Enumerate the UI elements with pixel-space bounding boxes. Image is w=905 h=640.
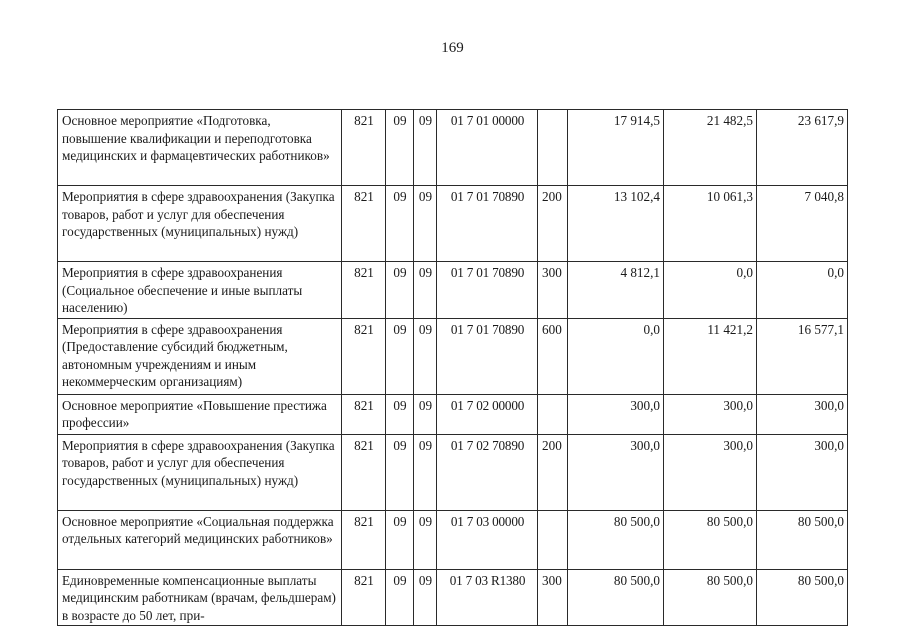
expense-type-code: 300 bbox=[538, 569, 568, 626]
subsection-code: 09 bbox=[414, 569, 437, 626]
table-row bbox=[58, 262, 848, 319]
table-row bbox=[58, 510, 848, 569]
ministry-code: 821 bbox=[342, 318, 386, 394]
amount-year-1: 13 102,4 bbox=[568, 186, 664, 262]
amount-year-2: 300,0 bbox=[664, 394, 757, 434]
budget-table bbox=[57, 109, 848, 626]
amount-year-2: 0,0 bbox=[664, 262, 757, 319]
subsection-code: 09 bbox=[414, 318, 437, 394]
row-name: Основное мероприятие «Подготовка, повышение квалификации и переподготовка медицинских и фармацевтических работников» bbox=[58, 110, 342, 186]
amount-year-3: 23 617,9 bbox=[757, 110, 848, 186]
row-name: Единовременные компенсационные выплаты медицинским работникам (врачам, фельдшерам) в возрасте до 50 лет, при- bbox=[58, 569, 342, 626]
amount-year-3: 300,0 bbox=[757, 434, 848, 510]
expense-type-code: 600 bbox=[538, 318, 568, 394]
amount-year-3: 300,0 bbox=[757, 394, 848, 434]
expense-type-code bbox=[538, 394, 568, 434]
subsection-code: 09 bbox=[414, 262, 437, 319]
section-code: 09 bbox=[386, 110, 414, 186]
expense-type-code bbox=[538, 510, 568, 569]
target-article-code: 01 7 01 70890 bbox=[437, 262, 538, 319]
ministry-code: 821 bbox=[342, 569, 386, 626]
table-row bbox=[58, 186, 848, 262]
row-name: Мероприятия в сфере здравоохранения (Социальное обеспечение и иные выплаты населению) bbox=[58, 262, 342, 319]
expense-type-code: 200 bbox=[538, 186, 568, 262]
section-code: 09 bbox=[386, 510, 414, 569]
section-code: 09 bbox=[386, 262, 414, 319]
ministry-code: 821 bbox=[342, 110, 386, 186]
amount-year-3: 7 040,8 bbox=[757, 186, 848, 262]
amount-year-2: 80 500,0 bbox=[664, 569, 757, 626]
row-name: Мероприятия в сфере здравоохранения (Закупка товаров, работ и услуг для обеспечения государственных (муниципальных) нужд) bbox=[58, 434, 342, 510]
table-row bbox=[58, 394, 848, 434]
amount-year-1: 300,0 bbox=[568, 434, 664, 510]
target-article-code: 01 7 01 70890 bbox=[437, 318, 538, 394]
expense-type-code: 200 bbox=[538, 434, 568, 510]
amount-year-2: 10 061,3 bbox=[664, 186, 757, 262]
target-article-code: 01 7 03 R1380 bbox=[437, 569, 538, 626]
subsection-code: 09 bbox=[414, 186, 437, 262]
subsection-code: 09 bbox=[414, 394, 437, 434]
amount-year-3: 0,0 bbox=[757, 262, 848, 319]
page-number: 169 bbox=[441, 40, 464, 56]
target-article-code: 01 7 02 70890 bbox=[437, 434, 538, 510]
ministry-code: 821 bbox=[342, 262, 386, 319]
section-code: 09 bbox=[386, 186, 414, 262]
ministry-code: 821 bbox=[342, 510, 386, 569]
amount-year-1: 4 812,1 bbox=[568, 262, 664, 319]
amount-year-2: 21 482,5 bbox=[664, 110, 757, 186]
amount-year-3: 80 500,0 bbox=[757, 569, 848, 626]
table-row bbox=[58, 569, 848, 626]
target-article-code: 01 7 01 70890 bbox=[437, 186, 538, 262]
section-code: 09 bbox=[386, 394, 414, 434]
amount-year-2: 300,0 bbox=[664, 434, 757, 510]
amount-year-2: 11 421,2 bbox=[664, 318, 757, 394]
expense-type-code bbox=[538, 110, 568, 186]
table-row bbox=[58, 110, 848, 186]
amount-year-1: 0,0 bbox=[568, 318, 664, 394]
amount-year-1: 80 500,0 bbox=[568, 569, 664, 626]
expense-type-code: 300 bbox=[538, 262, 568, 319]
section-code: 09 bbox=[386, 569, 414, 626]
subsection-code: 09 bbox=[414, 510, 437, 569]
row-name: Мероприятия в сфере здравоохранения (Закупка товаров, работ и услуг для обеспечения государственных (муниципальных) нужд) bbox=[58, 186, 342, 262]
table-row bbox=[58, 434, 848, 510]
target-article-code: 01 7 01 00000 bbox=[437, 110, 538, 186]
section-code: 09 bbox=[386, 318, 414, 394]
target-article-code: 01 7 03 00000 bbox=[437, 510, 538, 569]
ministry-code: 821 bbox=[342, 394, 386, 434]
row-name: Основное мероприятие «Повышение престижа профессии» bbox=[58, 394, 342, 434]
row-name: Мероприятия в сфере здравоохранения (Предоставление субсидий бюджетным, автономным учреждениям и иным некоммерческим организациям) bbox=[58, 318, 342, 394]
amount-year-1: 80 500,0 bbox=[568, 510, 664, 569]
amount-year-3: 16 577,1 bbox=[757, 318, 848, 394]
table-row bbox=[58, 318, 848, 394]
subsection-code: 09 bbox=[414, 110, 437, 186]
section-code: 09 bbox=[386, 434, 414, 510]
amount-year-2: 80 500,0 bbox=[664, 510, 757, 569]
row-name: Основное мероприятие «Социальная поддержка отдельных категорий медицинских работников» bbox=[58, 510, 342, 569]
target-article-code: 01 7 02 00000 bbox=[437, 394, 538, 434]
amount-year-3: 80 500,0 bbox=[757, 510, 848, 569]
ministry-code: 821 bbox=[342, 434, 386, 510]
ministry-code: 821 bbox=[342, 186, 386, 262]
amount-year-1: 300,0 bbox=[568, 394, 664, 434]
subsection-code: 09 bbox=[414, 434, 437, 510]
amount-year-1: 17 914,5 bbox=[568, 110, 664, 186]
